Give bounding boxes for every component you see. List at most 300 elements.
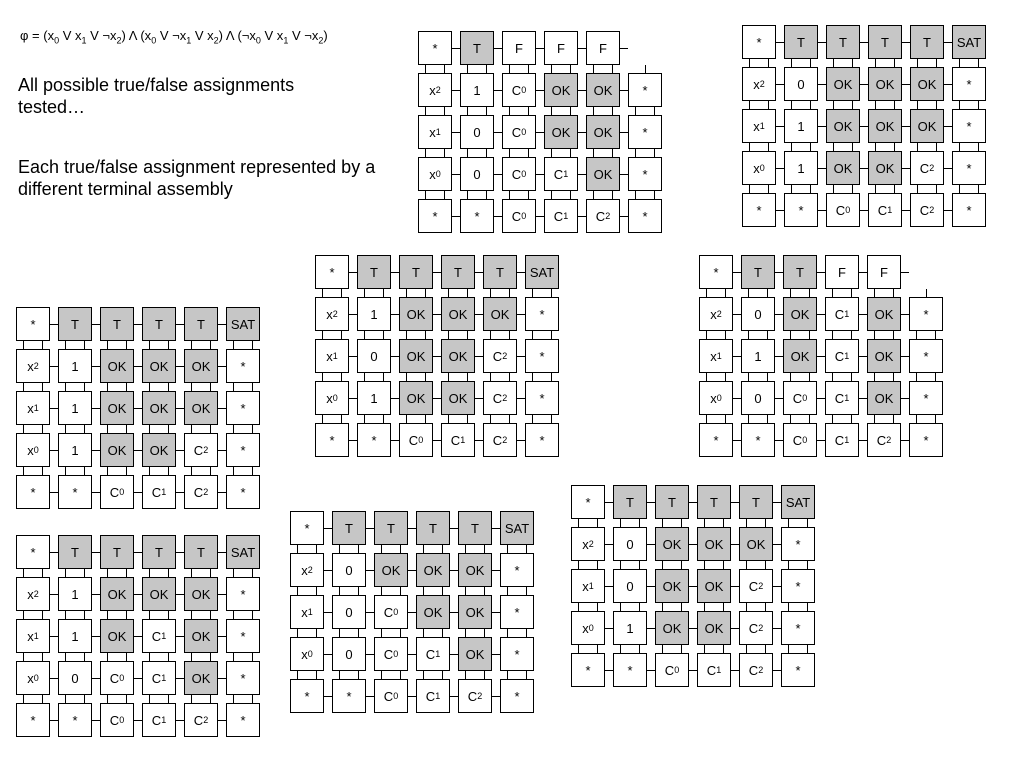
tile bbox=[825, 423, 859, 457]
glue-connector-horizontal bbox=[605, 628, 613, 629]
tile bbox=[868, 151, 902, 185]
glue-connector-vertical bbox=[767, 415, 768, 423]
glue-connector-vertical bbox=[423, 587, 424, 595]
tile bbox=[184, 577, 218, 611]
glue-connector-vertical bbox=[358, 587, 359, 595]
glue-connector-vertical bbox=[65, 341, 66, 349]
tile-subscript: 1 bbox=[435, 126, 441, 137]
glue-connector-vertical bbox=[84, 653, 85, 661]
glue-connector-horizontal bbox=[492, 612, 500, 613]
tile bbox=[58, 535, 92, 569]
tile bbox=[741, 339, 775, 373]
tile-label: 0 bbox=[626, 578, 634, 594]
glue-connector-horizontal bbox=[324, 654, 332, 655]
tile bbox=[500, 637, 534, 671]
tile bbox=[184, 703, 218, 737]
glue-connector-vertical bbox=[322, 331, 323, 339]
glue-connector-vertical bbox=[442, 629, 443, 637]
glue-connector-horizontal bbox=[817, 314, 825, 315]
glue-connector-vertical bbox=[210, 695, 211, 703]
glue-connector-horizontal bbox=[689, 628, 697, 629]
glue-connector-horizontal bbox=[860, 210, 868, 211]
tile-label: T bbox=[496, 264, 504, 280]
tile bbox=[826, 25, 860, 59]
glue-connector-horizontal bbox=[450, 696, 458, 697]
glue-connector-horizontal bbox=[773, 586, 781, 587]
glue-connector-vertical bbox=[339, 545, 340, 553]
tile-label: C bbox=[876, 432, 887, 448]
tile-label: * bbox=[713, 432, 719, 448]
glue-connector-vertical bbox=[400, 545, 401, 553]
glue-connector-vertical bbox=[467, 289, 468, 297]
glue-connector-horizontal bbox=[408, 612, 416, 613]
tile-label: OK bbox=[833, 118, 853, 134]
tile bbox=[399, 339, 433, 373]
glue-connector-horizontal bbox=[391, 272, 399, 273]
tile-label: x bbox=[753, 76, 760, 92]
tile-subscript: 1 bbox=[887, 204, 893, 215]
glue-connector-horizontal bbox=[349, 272, 357, 273]
glue-connector-vertical bbox=[704, 519, 705, 527]
tile-label: C bbox=[511, 166, 522, 182]
tile-label: T bbox=[71, 316, 79, 332]
glue-connector-horizontal bbox=[349, 314, 357, 315]
tile bbox=[868, 193, 902, 227]
glue-connector-vertical bbox=[210, 341, 211, 349]
glue-connector-horizontal bbox=[176, 492, 184, 493]
tile bbox=[613, 527, 647, 561]
glue-connector-vertical bbox=[84, 467, 85, 475]
glue-connector-vertical bbox=[191, 653, 192, 661]
tile-label: C bbox=[151, 484, 162, 500]
tile-subscript: 0 bbox=[521, 210, 527, 221]
glue-connector-horizontal bbox=[860, 168, 868, 169]
glue-connector-vertical bbox=[620, 603, 621, 611]
glue-connector-vertical bbox=[316, 545, 317, 553]
glue-connector-horizontal bbox=[218, 720, 226, 721]
glue-connector-vertical bbox=[423, 671, 424, 679]
glue-connector-vertical bbox=[364, 331, 365, 339]
glue-connector-vertical bbox=[84, 569, 85, 577]
glue-connector-vertical bbox=[168, 653, 169, 661]
tile-label: * bbox=[30, 316, 36, 332]
glue-connector-vertical bbox=[465, 671, 466, 679]
tile-label: C bbox=[834, 306, 845, 322]
tile-label: * bbox=[329, 264, 335, 280]
tile-label: OK bbox=[874, 348, 894, 364]
tile-label: * bbox=[30, 544, 36, 560]
tile bbox=[783, 381, 817, 415]
tile-label: x bbox=[326, 306, 333, 322]
glue-connector-horizontal bbox=[731, 544, 739, 545]
tile-label: x bbox=[710, 390, 717, 406]
glue-connector-horizontal bbox=[731, 628, 739, 629]
tile-label: 0 bbox=[626, 536, 634, 552]
tile-subscript: 1 bbox=[844, 392, 850, 403]
tile bbox=[502, 115, 536, 149]
tile bbox=[374, 637, 408, 671]
glue-connector-vertical bbox=[168, 611, 169, 619]
glue-connector-horizontal bbox=[773, 544, 781, 545]
glue-connector-vertical bbox=[406, 415, 407, 423]
glue-connector-vertical bbox=[444, 191, 445, 199]
glue-connector-horizontal bbox=[176, 366, 184, 367]
glue-connector-vertical bbox=[65, 467, 66, 475]
glue-connector-vertical bbox=[748, 415, 749, 423]
tile bbox=[483, 297, 517, 331]
tile-subscript: 0 bbox=[119, 486, 125, 497]
tile bbox=[226, 475, 260, 509]
tile bbox=[100, 577, 134, 611]
glue-connector-vertical bbox=[593, 149, 594, 157]
glue-connector-vertical bbox=[662, 603, 663, 611]
glue-connector-vertical bbox=[126, 425, 127, 433]
tile bbox=[226, 619, 260, 653]
glue-connector-vertical bbox=[936, 185, 937, 193]
glue-connector-vertical bbox=[126, 653, 127, 661]
tile-subscript: 2 bbox=[929, 162, 935, 173]
glue-connector-horizontal bbox=[578, 132, 586, 133]
tile-subscript: 0 bbox=[716, 392, 722, 403]
tile bbox=[525, 339, 559, 373]
glue-connector-vertical bbox=[168, 467, 169, 475]
tile bbox=[100, 535, 134, 569]
tile-label: T bbox=[155, 316, 163, 332]
glue-connector-horizontal bbox=[775, 440, 783, 441]
glue-connector-horizontal bbox=[408, 696, 416, 697]
tile-label: T bbox=[752, 494, 760, 510]
tile-label: T bbox=[668, 494, 676, 510]
tile-subscript: 1 bbox=[435, 648, 441, 659]
tile bbox=[544, 73, 578, 107]
tile-label: OK bbox=[874, 390, 894, 406]
tile-label: T bbox=[754, 264, 762, 280]
glue-connector-horizontal bbox=[176, 450, 184, 451]
glue-connector-vertical bbox=[425, 331, 426, 339]
glue-connector-horizontal bbox=[475, 272, 483, 273]
glue-connector-horizontal bbox=[620, 174, 628, 175]
glue-connector-vertical bbox=[645, 65, 646, 73]
tile bbox=[628, 115, 662, 149]
glue-connector-vertical bbox=[532, 415, 533, 423]
glue-connector-vertical bbox=[467, 331, 468, 339]
tile bbox=[142, 577, 176, 611]
tile-label: C bbox=[109, 484, 120, 500]
tile-label: SAT bbox=[230, 544, 256, 560]
tile bbox=[502, 73, 536, 107]
glue-connector-vertical bbox=[593, 191, 594, 199]
glue-connector-vertical bbox=[832, 415, 833, 423]
glue-connector-vertical bbox=[107, 653, 108, 661]
glue-connector-horizontal bbox=[492, 570, 500, 571]
glue-connector-vertical bbox=[423, 629, 424, 637]
glue-connector-vertical bbox=[252, 611, 253, 619]
glue-connector-vertical bbox=[297, 545, 298, 553]
tile-subscript: 2 bbox=[33, 588, 39, 599]
tile-label: * bbox=[923, 432, 929, 448]
glue-connector-horizontal bbox=[366, 654, 374, 655]
glue-connector-vertical bbox=[358, 629, 359, 637]
tile-label: C bbox=[383, 688, 394, 704]
tile-label: OK bbox=[465, 562, 485, 578]
glue-connector-vertical bbox=[597, 519, 598, 527]
tile bbox=[16, 307, 50, 341]
glue-connector-horizontal bbox=[731, 502, 739, 503]
tile bbox=[544, 199, 578, 233]
glue-connector-vertical bbox=[723, 603, 724, 611]
tile-label: 0 bbox=[370, 348, 378, 364]
tile bbox=[910, 67, 944, 101]
glue-connector-horizontal bbox=[775, 272, 783, 273]
glue-connector-vertical bbox=[833, 101, 834, 109]
tile-label: C bbox=[383, 646, 394, 662]
glue-connector-vertical bbox=[926, 289, 927, 297]
tile bbox=[825, 381, 859, 415]
glue-connector-horizontal bbox=[452, 90, 460, 91]
tile-subscript: 2 bbox=[502, 350, 508, 361]
glue-connector-horizontal bbox=[536, 48, 544, 49]
tile-subscript: 2 bbox=[716, 308, 722, 319]
glue-connector-vertical bbox=[767, 373, 768, 381]
tile-label: 1 bbox=[71, 358, 79, 374]
glue-connector-horizontal bbox=[92, 492, 100, 493]
tile bbox=[586, 73, 620, 107]
tile-label: x bbox=[710, 306, 717, 322]
glue-connector-vertical bbox=[425, 373, 426, 381]
glue-connector-vertical bbox=[526, 629, 527, 637]
glue-connector-vertical bbox=[936, 101, 937, 109]
glue-connector-vertical bbox=[832, 373, 833, 381]
glue-connector-vertical bbox=[791, 185, 792, 193]
glue-connector-horizontal bbox=[944, 168, 952, 169]
tile bbox=[697, 485, 731, 519]
tile-subscript: 0 bbox=[33, 444, 39, 455]
glue-connector-vertical bbox=[168, 341, 169, 349]
glue-connector-vertical bbox=[509, 289, 510, 297]
glue-connector-vertical bbox=[916, 373, 917, 381]
tile-label: * bbox=[539, 348, 545, 364]
glue-connector-vertical bbox=[851, 289, 852, 297]
glue-connector-vertical bbox=[383, 331, 384, 339]
glue-connector-horizontal bbox=[92, 450, 100, 451]
tile-label: T bbox=[839, 34, 847, 50]
tile-label: OK bbox=[465, 604, 485, 620]
tile-label: * bbox=[795, 578, 801, 594]
tile-label: C bbox=[553, 166, 564, 182]
glue-connector-vertical bbox=[23, 425, 24, 433]
tile bbox=[184, 535, 218, 569]
tile bbox=[58, 391, 92, 425]
glue-connector-vertical bbox=[662, 519, 663, 527]
glue-connector-vertical bbox=[448, 331, 449, 339]
glue-connector-vertical bbox=[107, 425, 108, 433]
glue-connector-vertical bbox=[149, 467, 150, 475]
glue-connector-horizontal bbox=[433, 398, 441, 399]
glue-connector-vertical bbox=[444, 149, 445, 157]
tile bbox=[315, 255, 349, 289]
tile-label: 1 bbox=[71, 442, 79, 458]
glue-connector-vertical bbox=[322, 415, 323, 423]
formula-clause-3: ($\neg x_0$ V $x_1$ V $\neg x_2$) bbox=[233, 28, 328, 46]
glue-connector-horizontal bbox=[391, 356, 399, 357]
glue-connector-horizontal bbox=[901, 356, 909, 357]
tile-label: OK bbox=[423, 604, 443, 620]
tile bbox=[699, 255, 733, 289]
glue-connector-horizontal bbox=[452, 132, 460, 133]
glue-connector-horizontal bbox=[817, 398, 825, 399]
glue-connector-horizontal bbox=[92, 594, 100, 595]
tile bbox=[290, 637, 324, 671]
glue-connector-vertical bbox=[528, 191, 529, 199]
tile-label: * bbox=[585, 662, 591, 678]
glue-connector-vertical bbox=[509, 331, 510, 339]
description-all-assignments: All possible true/false assignments tested… bbox=[18, 75, 295, 117]
tile bbox=[544, 157, 578, 191]
tile-label: OK bbox=[704, 536, 724, 552]
tile-label: * bbox=[240, 670, 246, 686]
glue-connector-vertical bbox=[107, 467, 108, 475]
glue-connector-horizontal bbox=[176, 324, 184, 325]
tile bbox=[142, 661, 176, 695]
tile bbox=[142, 703, 176, 737]
tile-label: OK bbox=[465, 646, 485, 662]
glue-connector-vertical bbox=[467, 149, 468, 157]
tile-label: OK bbox=[107, 586, 127, 602]
tile-label: * bbox=[756, 34, 762, 50]
glue-connector-vertical bbox=[620, 645, 621, 653]
glue-connector-vertical bbox=[723, 519, 724, 527]
tile bbox=[742, 67, 776, 101]
glue-connector-vertical bbox=[381, 587, 382, 595]
glue-connector-vertical bbox=[484, 671, 485, 679]
glue-connector-horizontal bbox=[391, 398, 399, 399]
glue-connector-vertical bbox=[107, 569, 108, 577]
glue-connector-vertical bbox=[467, 415, 468, 423]
tile-subscript: 2 bbox=[929, 204, 935, 215]
tile-label: OK bbox=[551, 82, 571, 98]
tile-label: C bbox=[511, 82, 522, 98]
glue-connector-horizontal bbox=[731, 670, 739, 671]
tile-label: T bbox=[71, 544, 79, 560]
tile-label: C bbox=[109, 670, 120, 686]
glue-connector-horizontal bbox=[92, 678, 100, 679]
glue-connector-vertical bbox=[191, 695, 192, 703]
tile bbox=[655, 611, 689, 645]
glue-connector-horizontal bbox=[475, 440, 483, 441]
tile-label: T bbox=[155, 544, 163, 560]
tile-label: OK bbox=[149, 358, 169, 374]
tile-subscript: 0 bbox=[119, 714, 125, 725]
tile bbox=[332, 553, 366, 587]
tile-label: * bbox=[240, 712, 246, 728]
tile bbox=[460, 157, 494, 191]
tile-label: T bbox=[387, 520, 395, 536]
tile bbox=[781, 569, 815, 603]
tile bbox=[399, 423, 433, 457]
tile bbox=[16, 619, 50, 653]
tile bbox=[226, 433, 260, 467]
tile-label: C bbox=[425, 646, 436, 662]
tile bbox=[100, 433, 134, 467]
tile-subscript: 1 bbox=[844, 434, 850, 445]
glue-connector-horizontal bbox=[517, 314, 525, 315]
glue-connector-horizontal bbox=[620, 48, 628, 49]
glue-connector-horizontal bbox=[689, 670, 697, 671]
glue-connector-vertical bbox=[551, 149, 552, 157]
tile-label: OK bbox=[593, 82, 613, 98]
glue-connector-horizontal bbox=[134, 678, 142, 679]
tile bbox=[460, 199, 494, 233]
tile bbox=[783, 255, 817, 289]
tile bbox=[571, 653, 605, 687]
tile bbox=[502, 199, 536, 233]
tile bbox=[525, 423, 559, 457]
tile-label: * bbox=[923, 390, 929, 406]
tile bbox=[910, 25, 944, 59]
tile-label: * bbox=[539, 432, 545, 448]
tile bbox=[142, 391, 176, 425]
tile bbox=[952, 25, 986, 59]
tile bbox=[742, 151, 776, 185]
tile bbox=[16, 391, 50, 425]
glue-connector-vertical bbox=[406, 331, 407, 339]
glue-connector-vertical bbox=[381, 545, 382, 553]
tile bbox=[699, 423, 733, 457]
tile-label: OK bbox=[107, 442, 127, 458]
glue-connector-horizontal bbox=[450, 570, 458, 571]
tile-label: T bbox=[471, 520, 479, 536]
glue-connector-vertical bbox=[578, 519, 579, 527]
tile-label: * bbox=[539, 306, 545, 322]
tile bbox=[100, 619, 134, 653]
glue-connector-vertical bbox=[851, 373, 852, 381]
glue-connector-vertical bbox=[635, 191, 636, 199]
tile-subscript: 1 bbox=[563, 210, 569, 221]
glue-connector-vertical bbox=[448, 415, 449, 423]
glue-connector-vertical bbox=[490, 331, 491, 339]
glue-connector-horizontal bbox=[733, 272, 741, 273]
glue-connector-vertical bbox=[765, 561, 766, 569]
tile bbox=[418, 199, 452, 233]
tile bbox=[739, 653, 773, 687]
tile-label: * bbox=[966, 160, 972, 176]
glue-connector-horizontal bbox=[536, 132, 544, 133]
glue-connector-vertical bbox=[639, 561, 640, 569]
tile-label: * bbox=[514, 646, 520, 662]
glue-connector-vertical bbox=[532, 331, 533, 339]
glue-connector-vertical bbox=[322, 289, 323, 297]
tile-label: OK bbox=[423, 562, 443, 578]
tile-subscript: 1 bbox=[759, 120, 765, 131]
tile-label: OK bbox=[406, 306, 426, 322]
tile-label: C bbox=[492, 348, 503, 364]
tile-label: T bbox=[796, 264, 804, 280]
glue-connector-vertical bbox=[526, 671, 527, 679]
glue-connector-vertical bbox=[126, 695, 127, 703]
tile bbox=[825, 339, 859, 373]
glue-connector-horizontal bbox=[517, 356, 525, 357]
glue-connector-vertical bbox=[978, 59, 979, 67]
tile bbox=[571, 611, 605, 645]
glue-connector-vertical bbox=[191, 611, 192, 619]
glue-connector-horizontal bbox=[492, 696, 500, 697]
tile-subscript: 0 bbox=[802, 392, 808, 403]
tile-label: F bbox=[838, 264, 846, 280]
glue-connector-vertical bbox=[358, 671, 359, 679]
glue-connector-vertical bbox=[316, 671, 317, 679]
glue-connector-vertical bbox=[191, 425, 192, 433]
glue-connector-vertical bbox=[210, 383, 211, 391]
